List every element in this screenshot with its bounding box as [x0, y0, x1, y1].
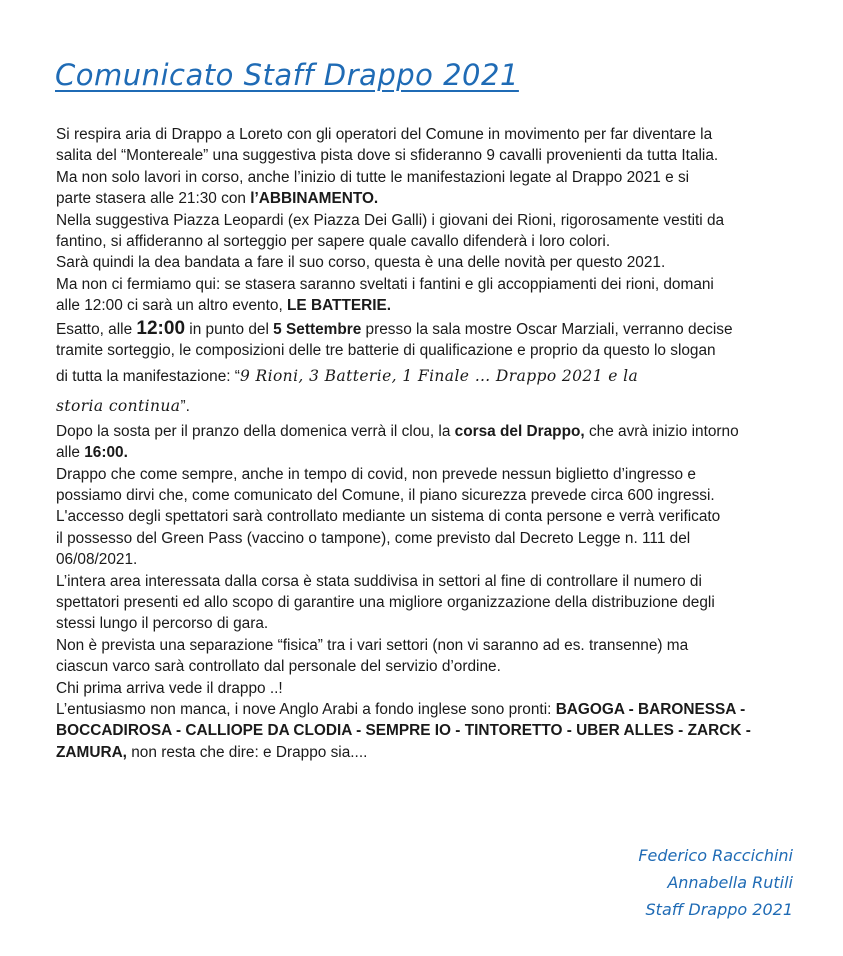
paragraph-line: fantino, si affideranno al sorteggio per sapere quale cavallo difenderà i loro colori. [56, 232, 611, 250]
paragraph-line: stessi lungo il percorso di gara. [56, 615, 269, 633]
paragraph-line: spettatori presenti ed allo scopo di garantire una migliore organizzazione della distribuzione degli [56, 594, 715, 612]
paragraph-line: tramite sorteggio, le composizioni delle tre batterie di qualificazione e proprio da questo lo slogan [56, 341, 716, 359]
paragraph-line: Sarà quindi la dea bandata a fare il suo corso, questa è una delle novità per questo 2021. [56, 254, 666, 272]
slogan-text: storia continua [56, 396, 181, 415]
document-title: Comunicato Staff Drappo 2021 [55, 58, 519, 92]
text: non resta che dire: e Drappo sia.... [126, 743, 368, 761]
paragraph-line: Nella suggestiva Piazza Leopardi (ex Piazza Dei Galli) i giovani dei Rioni, rigorosamente vestiti da [56, 211, 725, 229]
text: presso la sala mostre Oscar Marziali, verranno decise [361, 320, 733, 338]
abbinamento-highlight: l’ABBINAMENTO. [250, 190, 379, 208]
batterie-highlight: LE BATTERIE. [287, 297, 392, 315]
signature-org: Staff Drappo 2021 [645, 900, 793, 919]
signature-block [638, 842, 793, 923]
paragraph-line: possiamo dirvi che, come comunicato del Comune, il piano sicurezza prevede circa 600 ingressi. [56, 487, 715, 505]
paragraph-line: Non è prevista una separazione “fisica” tra i vari settori (non vi saranno ad es. transenne) ma [56, 636, 689, 654]
paragraph-line: ciascun varco sarà controllato dal personale del servizio d’ordine. [56, 658, 501, 676]
paragraph-line [56, 742, 836, 763]
document-body [56, 124, 836, 763]
paragraph-line: L’intera area interessata dalla corsa è stata suddivisa in settori al fine di controllare il numero di [56, 572, 702, 590]
text: L’entusiasmo non manca, i nove Anglo Arabi a fondo inglese sono pronti: [56, 700, 556, 718]
corsa-highlight: corsa del Drappo, [454, 422, 585, 440]
horse-list: BOCCADIROSA - CALLIOPE DA CLODIA - SEMPRE IO - TINTORETTO - UBER ALLES - ZARCK - [56, 722, 751, 740]
signature-name-1: Federico Raccichini [638, 846, 793, 865]
paragraph-line [56, 442, 836, 463]
paragraph-line [56, 295, 836, 316]
paragraph-line [56, 720, 836, 741]
text: Dopo la sosta per il pranzo della domenica verrà il clou, la [56, 422, 455, 440]
paragraph-line [56, 699, 836, 720]
text: in punto del [185, 320, 274, 338]
paragraph-line: Chi prima arriva vede il drappo ..! [56, 679, 283, 697]
text: che avrà inizio intorno [584, 422, 739, 440]
text: di tutta la manifestazione: “ [56, 367, 240, 385]
paragraph-line: 06/08/2021. [56, 551, 138, 569]
paragraph-line [56, 391, 836, 421]
date-highlight: 5 Settembre [273, 320, 362, 338]
text: parte stasera alle 21:30 con [56, 190, 251, 208]
horse-list: ZAMURA, [56, 743, 127, 761]
horse-list: BAGOGA - BARONESSA - [555, 700, 746, 718]
paragraph-line: salita del “Montereale” una suggestiva pista dove si sfideranno 9 cavalli provenienti da tutta Italia. [56, 147, 719, 165]
time-highlight: 12:00 [136, 317, 186, 339]
paragraph-line: Ma non ci fermiamo qui: se stasera saranno sveltati i fantini e gli accoppiamenti dei rioni, domani [56, 275, 714, 293]
race-time-highlight: 16:00. [84, 444, 128, 462]
paragraph-line [56, 188, 836, 209]
text: ”. [180, 397, 190, 415]
text: Esatto, alle [56, 320, 137, 338]
text: alle [56, 444, 85, 462]
paragraph-line: Ma non solo lavori in corso, anche l’inizio di tutte le manifestazioni legate al Drappo 2021 e si [56, 168, 690, 186]
signature-name-2: Annabella Rutili [667, 873, 793, 892]
paragraph-line [56, 421, 836, 442]
paragraph-line: il possesso del Green Pass (vaccino o tampone), come previsto dal Decreto Legge n. 111 del [56, 529, 691, 547]
paragraph-line: Drappo che come sempre, anche in tempo di covid, non prevede nessun biglietto d’ingresso e [56, 465, 696, 483]
paragraph-line [56, 317, 836, 340]
text: alle 12:00 ci sarà un altro evento, [56, 297, 288, 315]
paragraph-line: L'accesso degli spettatori sarà controllato mediante un sistema di conta persone e verrà verificato [56, 508, 721, 526]
paragraph-line: Si respira aria di Drappo a Loreto con gli operatori del Comune in movimento per far diventare la [56, 126, 713, 143]
paragraph-line [56, 361, 836, 391]
slogan-text: 9 Rioni, 3 Batterie, 1 Finale … Drappo 2021 e la [239, 366, 639, 385]
